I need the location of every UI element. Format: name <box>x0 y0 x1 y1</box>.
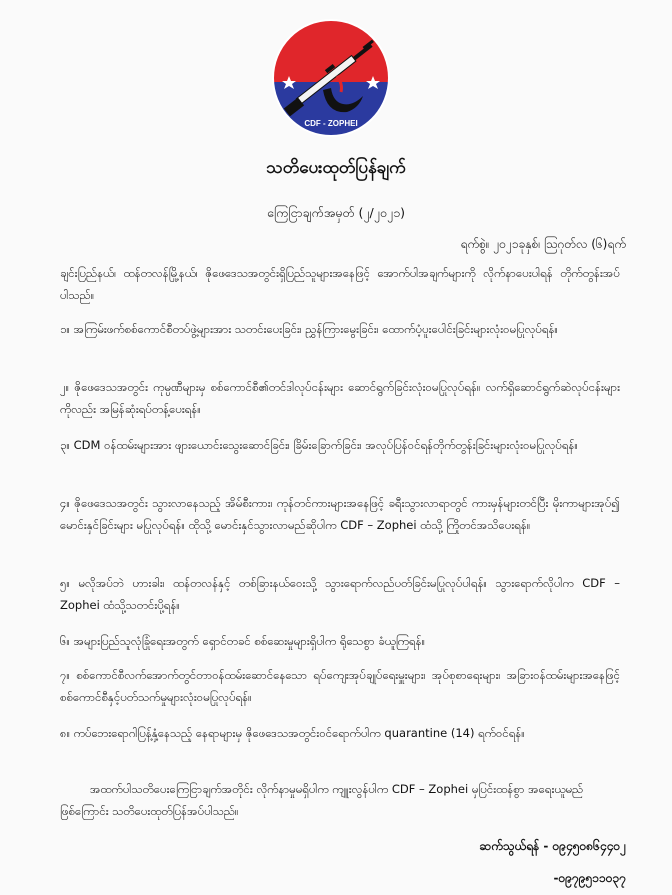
logo-text: CDF - ZOPHEI <box>304 119 358 128</box>
point-8: ၈။ ကပ်ဘေးရောဂါပြန့်နှံ့နေသည့် နေရာများမှ ဇိုဖေဒေသအတွင်းဝင်ရောက်ပါက quarantine (14) ရက်ဝင်ရန်။ <box>60 726 525 740</box>
point-7: ၇။ စစ်ကောင်စီလက်အောက်တွင်တာဝန်ထမ်းဆောင်နေသော ရပ်ကျေးအုပ်ချုပ်ရေးမှူးများ၊ အုပ်စုစာရေးများ၊ အခြားဝန်ထမ်းများအနေဖြင့် စစ်ကောင်စီနှင့်ပတ်သက်မှုများလုံးဝမပြုလုပ်ရန်။ <box>60 668 620 704</box>
point-5: ၅။ မလိုအပ်ဘဲ ဟားခါး၊ ထန်တလန်နှင့် တစ်ခြားနယ်ဝေးသို့ သွားရောက်လည်ပတ်ခြင်းမပြုလုပ်ပါရန်။ သွားရောက်လိုပါက CDF – Zophei ထံသို့သတင်းပို့ရန်။ <box>60 576 620 612</box>
cdf-zophei-logo <box>271 18 391 138</box>
announcement-number: ကြေငြာချက်အမှတ် (၂/၂၀၂၁) <box>267 205 405 220</box>
document-date: ရက်စွဲ။ ၂၀၂၁ခုနှစ်၊ ဩဂုတ်လ (၆)ရက် <box>460 237 626 251</box>
contact-phone-1: ဆက်သွယ်ရန် - ၀၉၄၅၀၈၆၄၄၀၂ <box>479 839 626 853</box>
point-3: ၃။ CDM ဝန်ထမ်းများအား ဖျားယောင်းသွေးဆောင်ခြင်း၊ ခြိမ်းခြောက်ခြင်း၊ အလုပ်ပြန်ဝင်ရန်တိုက်တွန်းခြင်းများလုံးဝမပြုလုပ်ရန်။ <box>60 438 578 452</box>
point-2: ၂။ ဇိုဖေဒေသအတွင်း ကုမ္ပဏီများမှ စစ်ကောင်စီ၏တင်ဒါလုပ်ငန်းများ ဆောင်ရွက်ခြင်းလုံးဝမပြုလုပ်ရန်။ လက်ရှိဆောင်ရွက်ဆဲလုပ်ငန်းများကိုလည်း အမြန်ဆုံးရပ်တန့်ပေးရန်။ <box>60 380 620 416</box>
closing-paragraph: အထက်ပါသတိပေးကြေငြာချက်အတိုင်း လိုက်နာမှုမရှိပါက ကျူးလွန်ပါက CDF – Zophei မှပြင်းထန်စွာ အရေးယူမည်ဖြစ်ကြောင်း သတိပေးထုတ်ပြန်အပ်ပါသည်။ <box>60 782 584 818</box>
intro-paragraph: ချင်းပြည်နယ်၊ ထန်တလန်မြို့နယ်၊ ဇိုဖေဒေသအတွင်းရှိပြည်သူများအနေဖြင့် အောက်ပါအချက်များကို လိုက်နာပေးပါရန် တိုက်တွန်းအပ်ပါသည်။ <box>60 266 620 302</box>
point-6: ၆။ အများပြည်သူလုံခြုံရေးအတွက် ရှောင်တခင် စစ်ဆေးမှုများရှိပါက ရိုသေစွာ ခံယူကြရန်။ <box>60 634 426 648</box>
point-1: ၁။ အကြမ်းဖက်စစ်ကောင်စီတပ်ဖွဲ့များအား သတင်းပေးခြင်း၊ ညွှန်ကြားမွေးခြင်း၊ ထောက်ပံ့ပူးပေါင်းခြင်းများလုံးဝမပြုလုပ်ရန်။ <box>60 322 559 336</box>
contact-phone-2: -၀၉၇၉၅၁၁၀၃၇ <box>553 871 626 885</box>
document-title: သတိပေးထုတ်ပြန်ချက် <box>266 158 406 178</box>
point-4: ၄။ ဇိုဖေဒေသအတွင်း သွားလာနေသည့် အိမ်စီးကား၊ ကုန်တင်ကားများအနေဖြင့် ခရီးသွားလာရာတွင် ကားမှန်များတင်ပြီး မိုးကာများအုပ်၍ မောင်းနှင်ခြင်းများ မပြုလုပ်ရန်။ ထိုသို့ မောင်းနှင်သွားလာမည်ဆိုပါက CDF – Zophei ထံသို့ ကြိုတင်အသိပေးရန်။ <box>60 496 620 532</box>
logo-emblem <box>271 18 391 138</box>
